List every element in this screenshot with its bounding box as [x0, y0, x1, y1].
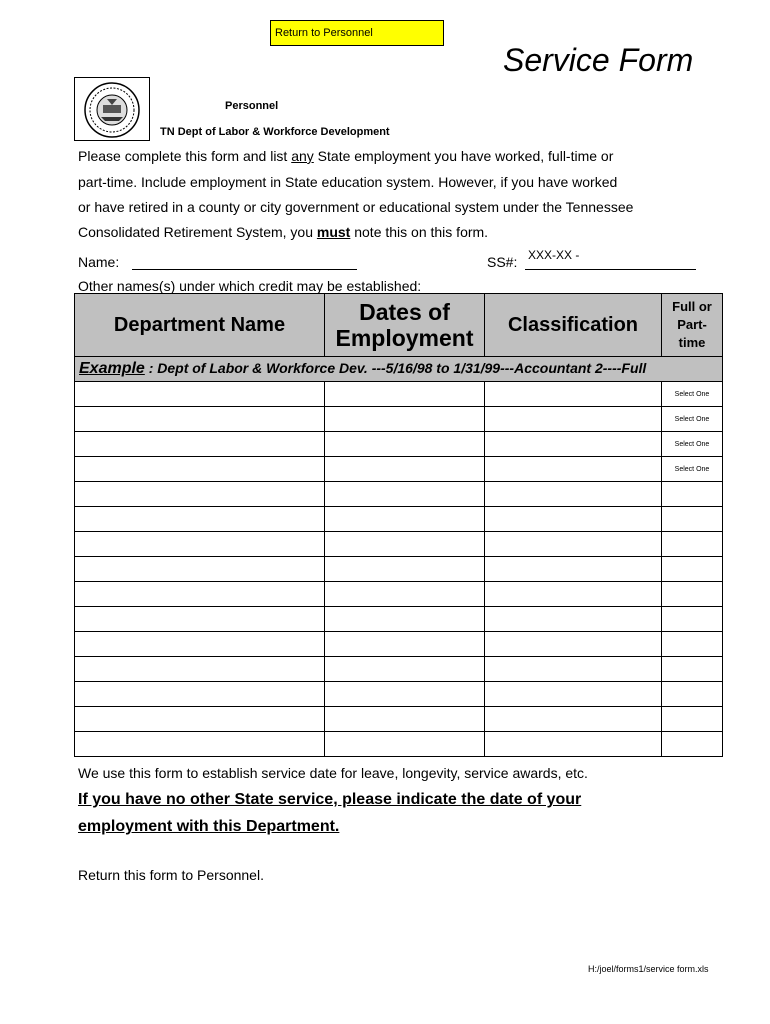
classification-cell[interactable]	[485, 382, 662, 407]
employment-type-select[interactable]: Select One	[662, 457, 723, 482]
department-cell[interactable]	[75, 457, 325, 482]
classification-cell[interactable]	[485, 607, 662, 632]
header-full-line3: time	[678, 335, 706, 350]
dates-cell[interactable]	[325, 432, 485, 457]
classification-cell[interactable]	[485, 657, 662, 682]
department-cell[interactable]	[75, 657, 325, 682]
table-row	[75, 582, 723, 607]
seal-icon	[81, 81, 143, 139]
instructions-text: State employment you have worked, full-time or	[313, 148, 614, 164]
table-row	[75, 607, 723, 632]
classification-cell[interactable]	[485, 407, 662, 432]
dates-cell[interactable]	[325, 657, 485, 682]
dates-cell[interactable]	[325, 732, 485, 757]
instructions-emphasis: must	[316, 224, 351, 240]
classification-cell[interactable]	[485, 582, 662, 607]
instructions-emphasis: any	[291, 148, 314, 164]
table-row	[75, 407, 723, 432]
table-row	[75, 657, 723, 682]
employment-type-select[interactable]	[662, 707, 723, 732]
instructions-line-2: part-time. Include employment in State education system. However, if you have worked	[78, 174, 618, 190]
name-label: Name:	[78, 254, 120, 270]
example-cell	[75, 357, 723, 382]
department-cell[interactable]	[75, 432, 325, 457]
dates-cell[interactable]	[325, 707, 485, 732]
example-row	[75, 357, 723, 382]
table-header-row	[75, 294, 723, 357]
employment-type-select[interactable]: Select One	[662, 382, 723, 407]
dates-cell[interactable]	[325, 507, 485, 532]
employment-type-select[interactable]	[662, 632, 723, 657]
employment-type-select[interactable]: Select One	[662, 407, 723, 432]
dates-cell[interactable]	[325, 557, 485, 582]
header-full-line2: Part-	[677, 317, 707, 332]
name-field[interactable]	[132, 252, 357, 270]
department-cell[interactable]	[75, 482, 325, 507]
return-to-personnel-button[interactable]: Return to Personnel	[270, 20, 444, 46]
dates-cell[interactable]	[325, 532, 485, 557]
instructions-text: note this on this form.	[350, 224, 489, 240]
dates-cell[interactable]	[325, 407, 485, 432]
classification-cell[interactable]	[485, 482, 662, 507]
example-text: : Dept of Labor & Workforce Dev. ---5/16/98 to 1/31/99---Accountant 2----Full	[144, 360, 647, 376]
employment-type-select[interactable]	[662, 532, 723, 557]
dates-cell[interactable]	[325, 382, 485, 407]
employment-type-select[interactable]	[662, 582, 723, 607]
table-row	[75, 432, 723, 457]
department-label: Personnel	[225, 100, 279, 112]
classification-cell[interactable]	[485, 732, 662, 757]
return-note: Return this form to Personnel.	[78, 867, 264, 883]
department-cell[interactable]	[75, 632, 325, 657]
instructions-line-1	[78, 148, 613, 164]
dates-cell[interactable]	[325, 682, 485, 707]
table-row	[75, 682, 723, 707]
department-cell[interactable]	[75, 707, 325, 732]
department-cell[interactable]	[75, 532, 325, 557]
header-classification: Classification	[485, 294, 662, 357]
classification-cell[interactable]	[485, 632, 662, 657]
department-cell[interactable]	[75, 732, 325, 757]
notice-line-1: If you have no other State service, please indicate the date of your	[78, 791, 582, 808]
employment-type-select[interactable]	[662, 557, 723, 582]
department-cell[interactable]	[75, 382, 325, 407]
ss-label: SS#:	[487, 254, 518, 270]
other-names-field[interactable]	[455, 277, 718, 294]
table-row	[75, 382, 723, 407]
form-title: Service Form	[503, 42, 694, 78]
ss-field[interactable]	[525, 248, 696, 270]
employment-type-select[interactable]: Select One	[662, 432, 723, 457]
employment-type-select[interactable]	[662, 682, 723, 707]
header-department: Department Name	[75, 294, 325, 357]
employment-type-select[interactable]	[662, 482, 723, 507]
table-row	[75, 482, 723, 507]
department-cell[interactable]	[75, 407, 325, 432]
header-full-line1: Full or	[672, 299, 712, 314]
dates-cell[interactable]	[325, 482, 485, 507]
dates-cell[interactable]	[325, 607, 485, 632]
notice-line-2: employment with this Department.	[78, 818, 340, 835]
service-table	[74, 293, 723, 757]
usage-note: We use this form to establish service date for leave, longevity, service awards, etc.	[78, 765, 588, 781]
other-names-label: Other names(s) under which credit may be established:	[78, 278, 422, 294]
classification-cell[interactable]	[485, 532, 662, 557]
file-path: H:/joel/forms1/service form.xls	[588, 964, 709, 974]
department-cell[interactable]	[75, 607, 325, 632]
employment-type-select[interactable]	[662, 507, 723, 532]
table-row	[75, 707, 723, 732]
instructions-text: Consolidated Retirement System, you	[78, 224, 317, 240]
ss-value: XXX-XX -	[528, 248, 580, 262]
table-row	[75, 632, 723, 657]
header-dates-line1: Dates of	[359, 299, 450, 325]
table-row	[75, 557, 723, 582]
classification-cell[interactable]	[485, 507, 662, 532]
dates-cell[interactable]	[325, 582, 485, 607]
classification-cell[interactable]	[485, 682, 662, 707]
state-seal-logo	[74, 77, 150, 141]
header-full-part	[662, 294, 723, 357]
table-row	[75, 507, 723, 532]
table-row	[75, 457, 723, 482]
employment-type-select[interactable]	[662, 607, 723, 632]
employment-type-select[interactable]	[662, 732, 723, 757]
classification-cell[interactable]	[485, 457, 662, 482]
employment-type-select[interactable]	[662, 657, 723, 682]
header-dates-line2: Employment	[335, 325, 474, 351]
table-row	[75, 732, 723, 757]
classification-cell[interactable]	[485, 432, 662, 457]
dates-cell[interactable]	[325, 632, 485, 657]
instructions-line-4	[78, 224, 488, 240]
classification-cell[interactable]	[485, 557, 662, 582]
instructions-line-3: or have retired in a county or city government or educational system under the Tennessee	[78, 199, 634, 215]
example-label: Example	[79, 360, 145, 377]
classification-cell[interactable]	[485, 707, 662, 732]
table-row	[75, 532, 723, 557]
header-dates	[325, 294, 485, 357]
instructions-text: Please complete this form and list	[78, 148, 292, 164]
department-cell[interactable]	[75, 557, 325, 582]
department-cell[interactable]	[75, 682, 325, 707]
dates-cell[interactable]	[325, 457, 485, 482]
department-cell[interactable]	[75, 507, 325, 532]
agency-label: TN Dept of Labor & Workforce Development	[160, 126, 390, 138]
department-cell[interactable]	[75, 582, 325, 607]
